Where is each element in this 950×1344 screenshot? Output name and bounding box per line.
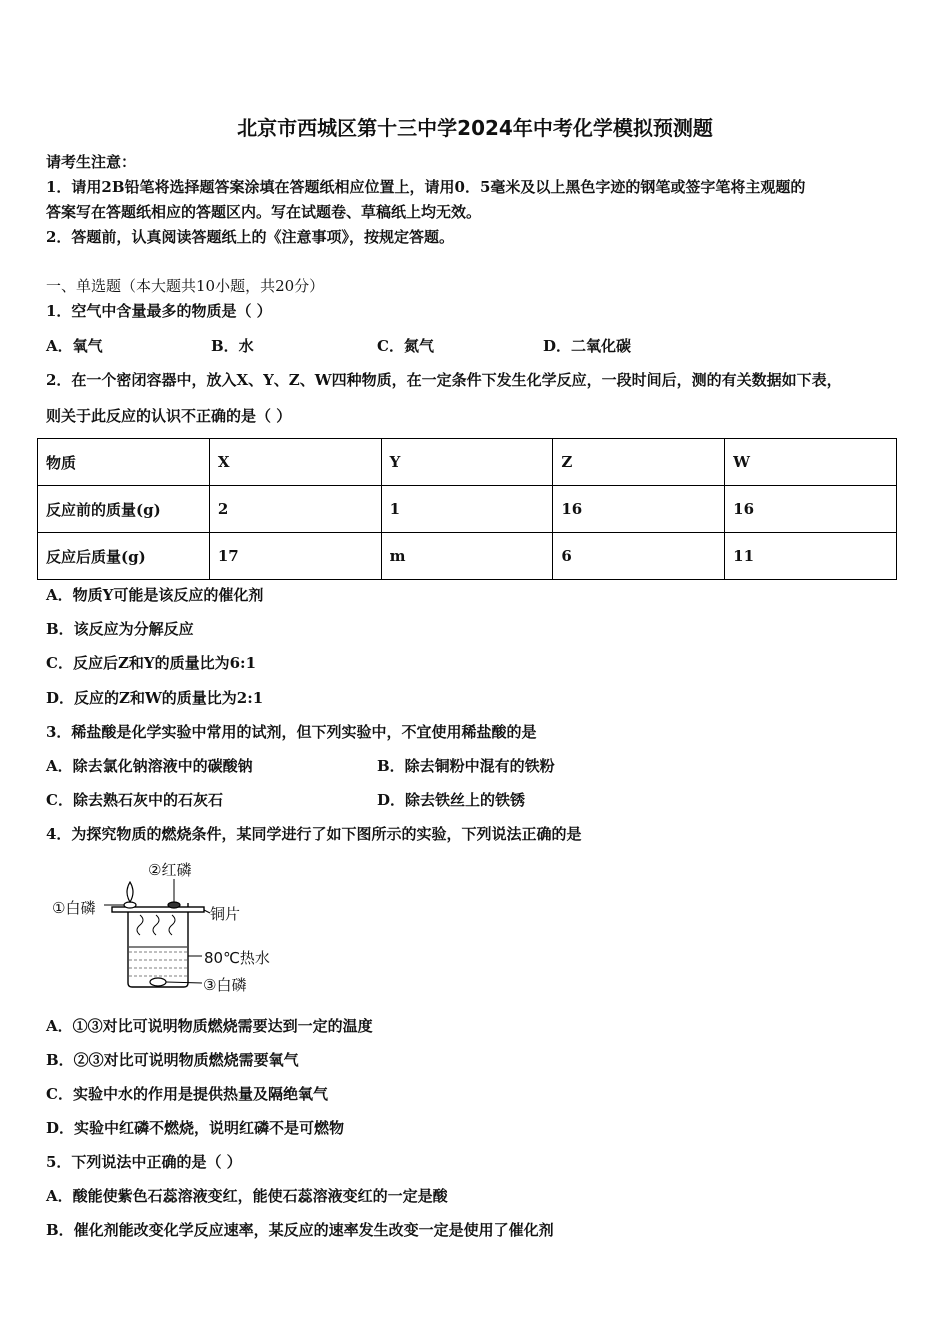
q2-option-c: C．反应后Z和Y的质量比为6:1: [46, 654, 257, 672]
table-cell: 1: [381, 486, 553, 533]
white-phosphorus-underwater-shape: [150, 978, 166, 986]
q2-data-table: [37, 438, 897, 580]
table-row: [38, 486, 897, 533]
q2-option-d: D．反应的Z和W的质量比为2:1: [46, 689, 264, 707]
q2-stem-a: 2．在一个密闭容器中，放入X、Y、Z、W四种物质，在一定条件下发生化学反应，一段时间后，测的有关数据如下表，: [46, 371, 842, 389]
q1-option-b: B．水: [211, 337, 254, 355]
notice-line-1b: 答案写在答题纸相应的答题区内。写在试题卷、草稿纸上均无效。: [46, 203, 482, 221]
table-cell: 17: [209, 533, 381, 580]
beaker-shape: [128, 903, 188, 987]
table-cell: 11: [725, 533, 897, 580]
flame-icon: [127, 882, 133, 902]
q1-option-c: C．氮气: [377, 337, 434, 355]
page-title: 北京市西城区第十三中学2024年中考化学模拟预测题: [237, 116, 713, 140]
notice-line-1a: 1．请用2B铅笔将选择题答案涂填在答题纸相应位置上，请用0．5毫米及以上黑色字迹的钢笔或签字笔将主观题的: [46, 178, 806, 196]
q3-option-b: B．除去铜粉中混有的铁粉: [377, 757, 555, 775]
q5-stem: 5．下列说法中正确的是（ ）: [46, 1153, 242, 1171]
table-cell: 6: [553, 533, 725, 580]
table-cell: X: [209, 439, 381, 486]
notice-line-2: 2．答题前，认真阅读答题纸上的《注意事项》，按规定答题。: [46, 228, 454, 246]
q2-option-a: A．物质Y可能是该反应的催化剂: [46, 586, 264, 604]
label-white-phosphorus-3: ③白磷: [203, 976, 247, 994]
table-cell: m: [381, 533, 553, 580]
q4-stem: 4．为探究物质的燃烧条件，某同学进行了如下图所示的实验，下列说法正确的是: [46, 825, 582, 843]
table-cell: 反应后质量(g): [38, 533, 210, 580]
table-cell: 反应前的质量(g): [38, 486, 210, 533]
q5-option-a: A．酸能使紫色石蕊溶液变红，能使石蕊溶液变红的一定是酸: [46, 1187, 448, 1205]
q4-option-c: C．实验中水的作用是提供热量及隔绝氧气: [46, 1085, 328, 1103]
q4-option-d: D．实验中红磷不燃烧，说明红磷不是可燃物: [46, 1119, 345, 1137]
table-row: [38, 533, 897, 580]
q3-stem: 3．稀盐酸是化学实验中常用的试剂，但下列实验中，不宜使用稀盐酸的是: [46, 723, 537, 741]
table-cell: Y: [381, 439, 553, 486]
label-white-phosphorus-1: ①白磷: [52, 899, 96, 917]
table-cell: 2: [209, 486, 381, 533]
table-cell: W: [725, 439, 897, 486]
q2-stem-b: 则关于此反应的认识不正确的是（ ）: [46, 407, 292, 425]
table-cell: 物质: [38, 439, 210, 486]
red-phosphorus-shape: [168, 902, 180, 908]
q2-option-b: B．该反应为分解反应: [46, 620, 194, 638]
label-red-phosphorus: ②红磷: [148, 861, 192, 879]
table-cell: 16: [553, 486, 725, 533]
table-cell: Z: [553, 439, 725, 486]
section-heading: 一、单选题（本大题共10小题，共20分）: [46, 277, 325, 295]
q5-option-b: B．催化剂能改变化学反应速率，某反应的速率发生改变一定是使用了催化剂: [46, 1221, 554, 1239]
q1-option-a: A．氧气: [46, 337, 103, 355]
q4-option-a: A．①③对比可说明物质燃烧需要达到一定的温度: [46, 1017, 373, 1035]
q3-option-a: A．除去氯化钠溶液中的碳酸钠: [46, 757, 253, 775]
q3-option-d: D．除去铁丝上的铁锈: [377, 791, 526, 809]
q1-option-d: D．二氧化碳: [543, 337, 632, 355]
q1-stem: 1．空气中含量最多的物质是（ ）: [46, 302, 272, 320]
steam-shape: [137, 915, 143, 935]
label-hot-water: 80℃热水: [204, 949, 270, 967]
notice-heading: 请考生注意：: [46, 153, 137, 171]
label-copper-plate: 铜片: [210, 905, 241, 923]
q3-option-c: C．除去熟石灰中的石灰石: [46, 791, 223, 809]
combustion-experiment-figure: [50, 855, 280, 1000]
table-cell: 16: [725, 486, 897, 533]
table-row: [38, 439, 897, 486]
q4-option-b: B．②③对比可说明物质燃烧需要氧气: [46, 1051, 299, 1069]
